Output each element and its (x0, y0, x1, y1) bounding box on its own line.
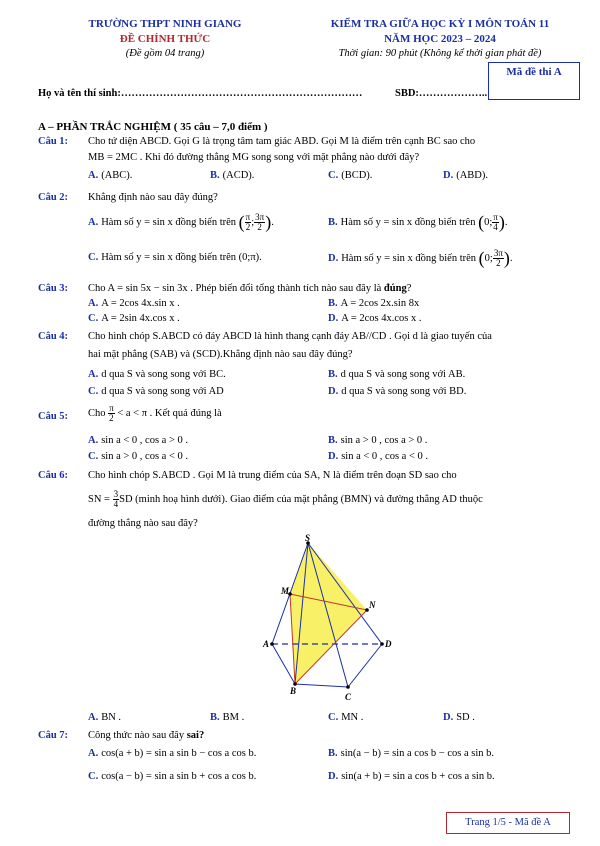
option-b[interactable]: B. BM . (210, 712, 245, 723)
option-c[interactable]: C. A = 2sin 4x.cos x . (88, 313, 180, 324)
exam-duration: Thời gian: 90 phút (Không kể thời gian phát đề) (338, 48, 542, 59)
option-a[interactable]: A. A = 2cos 4x.sin x . (88, 298, 180, 309)
vertex-d-point (380, 642, 384, 646)
option-d[interactable]: D. Hàm số y = sin x đồng biến trên (0; $\frac{3\pi}{2}$ ). (328, 248, 513, 268)
question-text-line: Cho A = sin 5x − sin 3x . Phép biến đổi tổng thành tích nào sau đây là đúng? (88, 283, 412, 294)
option-b[interactable]: B. (ACD). (210, 170, 255, 181)
option-c[interactable]: C. sin a > 0 , cos a < 0 . (88, 451, 189, 462)
pyramid-figure (250, 532, 400, 707)
edge-ab (272, 644, 295, 684)
label-s: S (305, 533, 311, 543)
option-a[interactable]: A. (ABC). (88, 170, 133, 181)
option-d[interactable]: D. d qua S và song song với BD. (328, 386, 467, 397)
option-b[interactable]: B. sin(a − b) = sin a cos b − cos a sin b. (328, 748, 495, 759)
edge-cd (348, 644, 382, 687)
vertex-c-point (346, 685, 350, 689)
vertex-a-point (270, 642, 274, 646)
option-b[interactable]: B. d qua S và song song với AB. (328, 369, 466, 380)
option-c[interactable]: C. (BCD). (328, 170, 373, 181)
option-c[interactable]: C. Hàm số y = sin x đồng biến trên (0;π). (88, 252, 262, 263)
page-footer: Trang 1/5 - Mã đề A (465, 817, 551, 828)
exam-code: Mã đề thi A (506, 66, 562, 78)
question-number: Câu 4: (38, 331, 69, 342)
option-d[interactable]: D. SD . (443, 712, 475, 723)
school-name: TRƯỜNG THPT NINH GIANG (88, 18, 242, 30)
option-d[interactable]: D. (ABD). (443, 170, 489, 181)
option-c[interactable]: C. MN . (328, 712, 364, 723)
option-b[interactable]: B. sin a > 0 , cos a > 0 . (328, 435, 428, 446)
option-b[interactable]: B. A = 2cos 2x.sin 8x (328, 298, 420, 309)
section-title: A – PHẦN TRẮC NGHIỆM ( 35 câu – 7,0 điểm ) (38, 121, 268, 133)
label-a: A (263, 639, 270, 649)
option-b[interactable]: B. Hàm số y = sin x đồng biến trên (0; $\frac{\pi}{4}$ ). (328, 212, 508, 232)
question-number: Câu 7: (38, 730, 69, 741)
edge-bc (295, 684, 348, 687)
student-name-field: Họ và tên thí sinh:…………………………………………………………… (38, 88, 363, 99)
question-text-line: Cho tứ diện ABCD. Gọi G là trọng tâm tam giác ABD. Gọi M là điểm trên cạnh BC sao cho (88, 136, 476, 147)
question-text-line: SN = $\frac{3}{4}$ SD (minh hoạ hình dưới). Giao điểm của mặt phẳng (BMN) và đường thẳng AD thuộc (88, 489, 483, 509)
label-c: C (345, 692, 352, 702)
page-footer-box (446, 812, 570, 834)
option-c[interactable]: C. d qua S và song song với AD (88, 386, 224, 397)
question-number: Câu 2: (38, 192, 69, 203)
option-a[interactable]: A. d qua S và song song với BC. (88, 369, 226, 380)
question-text-line: hai mặt phẳng (SAB) và (SCD).Khẳng định nào sau đây đúng? (88, 349, 353, 360)
question-number: Câu 5: (38, 411, 69, 422)
exam-code-box (488, 62, 580, 100)
option-a[interactable]: A. cos(a + b) = sin a sin b − cos a cos b. (88, 748, 257, 759)
label-n: N (369, 600, 376, 610)
question-number: Câu 3: (38, 283, 69, 294)
option-a[interactable]: A. Hàm số y = sin x đồng biến trên ( $\frac{\pi}{2}$ ; $\frac{3\pi}{2}$ ). (88, 212, 274, 232)
label-b: B (290, 686, 297, 696)
question-number: Câu 6: (38, 470, 69, 481)
question-text-line: đường thẳng nào sau đây? (88, 518, 198, 529)
option-d[interactable]: D. sin a < 0 , cos a < 0 . (328, 451, 429, 462)
question-text-line: Cho hình chóp S.ABCD có đáy ABCD là hình thang cạnh đáy AB//CD . Gọi d là giao tuyến của (88, 331, 492, 342)
option-d[interactable]: D. sin(a + b) = sin a cos b + cos a sin b. (328, 771, 495, 782)
question-text-line: Cho hình chóp S.ABCD . Gọi M là trung điểm của SA, N là điểm trên đoạn SD sao cho (88, 470, 457, 481)
option-d[interactable]: D. A = 2cos 4x.cos x . (328, 313, 422, 324)
question-text-line: Công thức nào sau đây sai? (88, 730, 205, 741)
page-count: (Đề gồm 04 trang) (125, 48, 205, 59)
label-d: D (385, 639, 392, 649)
label-m: M (281, 586, 290, 596)
exam-title: KIỂM TRA GIỮA HỌC KỲ I MÔN TOÁN 11 (330, 18, 550, 30)
question-text-line: Cho $\frac{\pi}{2}$ < a < π . Kết quả đúng là (88, 403, 222, 423)
sbd-field: SBD:……………….. (395, 88, 488, 99)
option-a[interactable]: A. sin a < 0 , cos a > 0 . (88, 435, 189, 446)
question-number: Câu 1: (38, 136, 69, 147)
official-label: ĐỀ CHÍNH THỨC (119, 33, 211, 45)
question-text-line: Khẳng định nào sau đây đúng? (88, 192, 218, 203)
option-a[interactable]: A. BN . (88, 712, 122, 723)
option-c[interactable]: C. cos(a − b) = sin a sin b + cos a cos b. (88, 771, 257, 782)
school-year: NĂM HỌC 2023 – 2024 (384, 33, 496, 45)
question-text-line: MB = 2MC . Khi đó đường thẳng MG song song với mặt phẳng nào dưới đây? (88, 152, 420, 163)
